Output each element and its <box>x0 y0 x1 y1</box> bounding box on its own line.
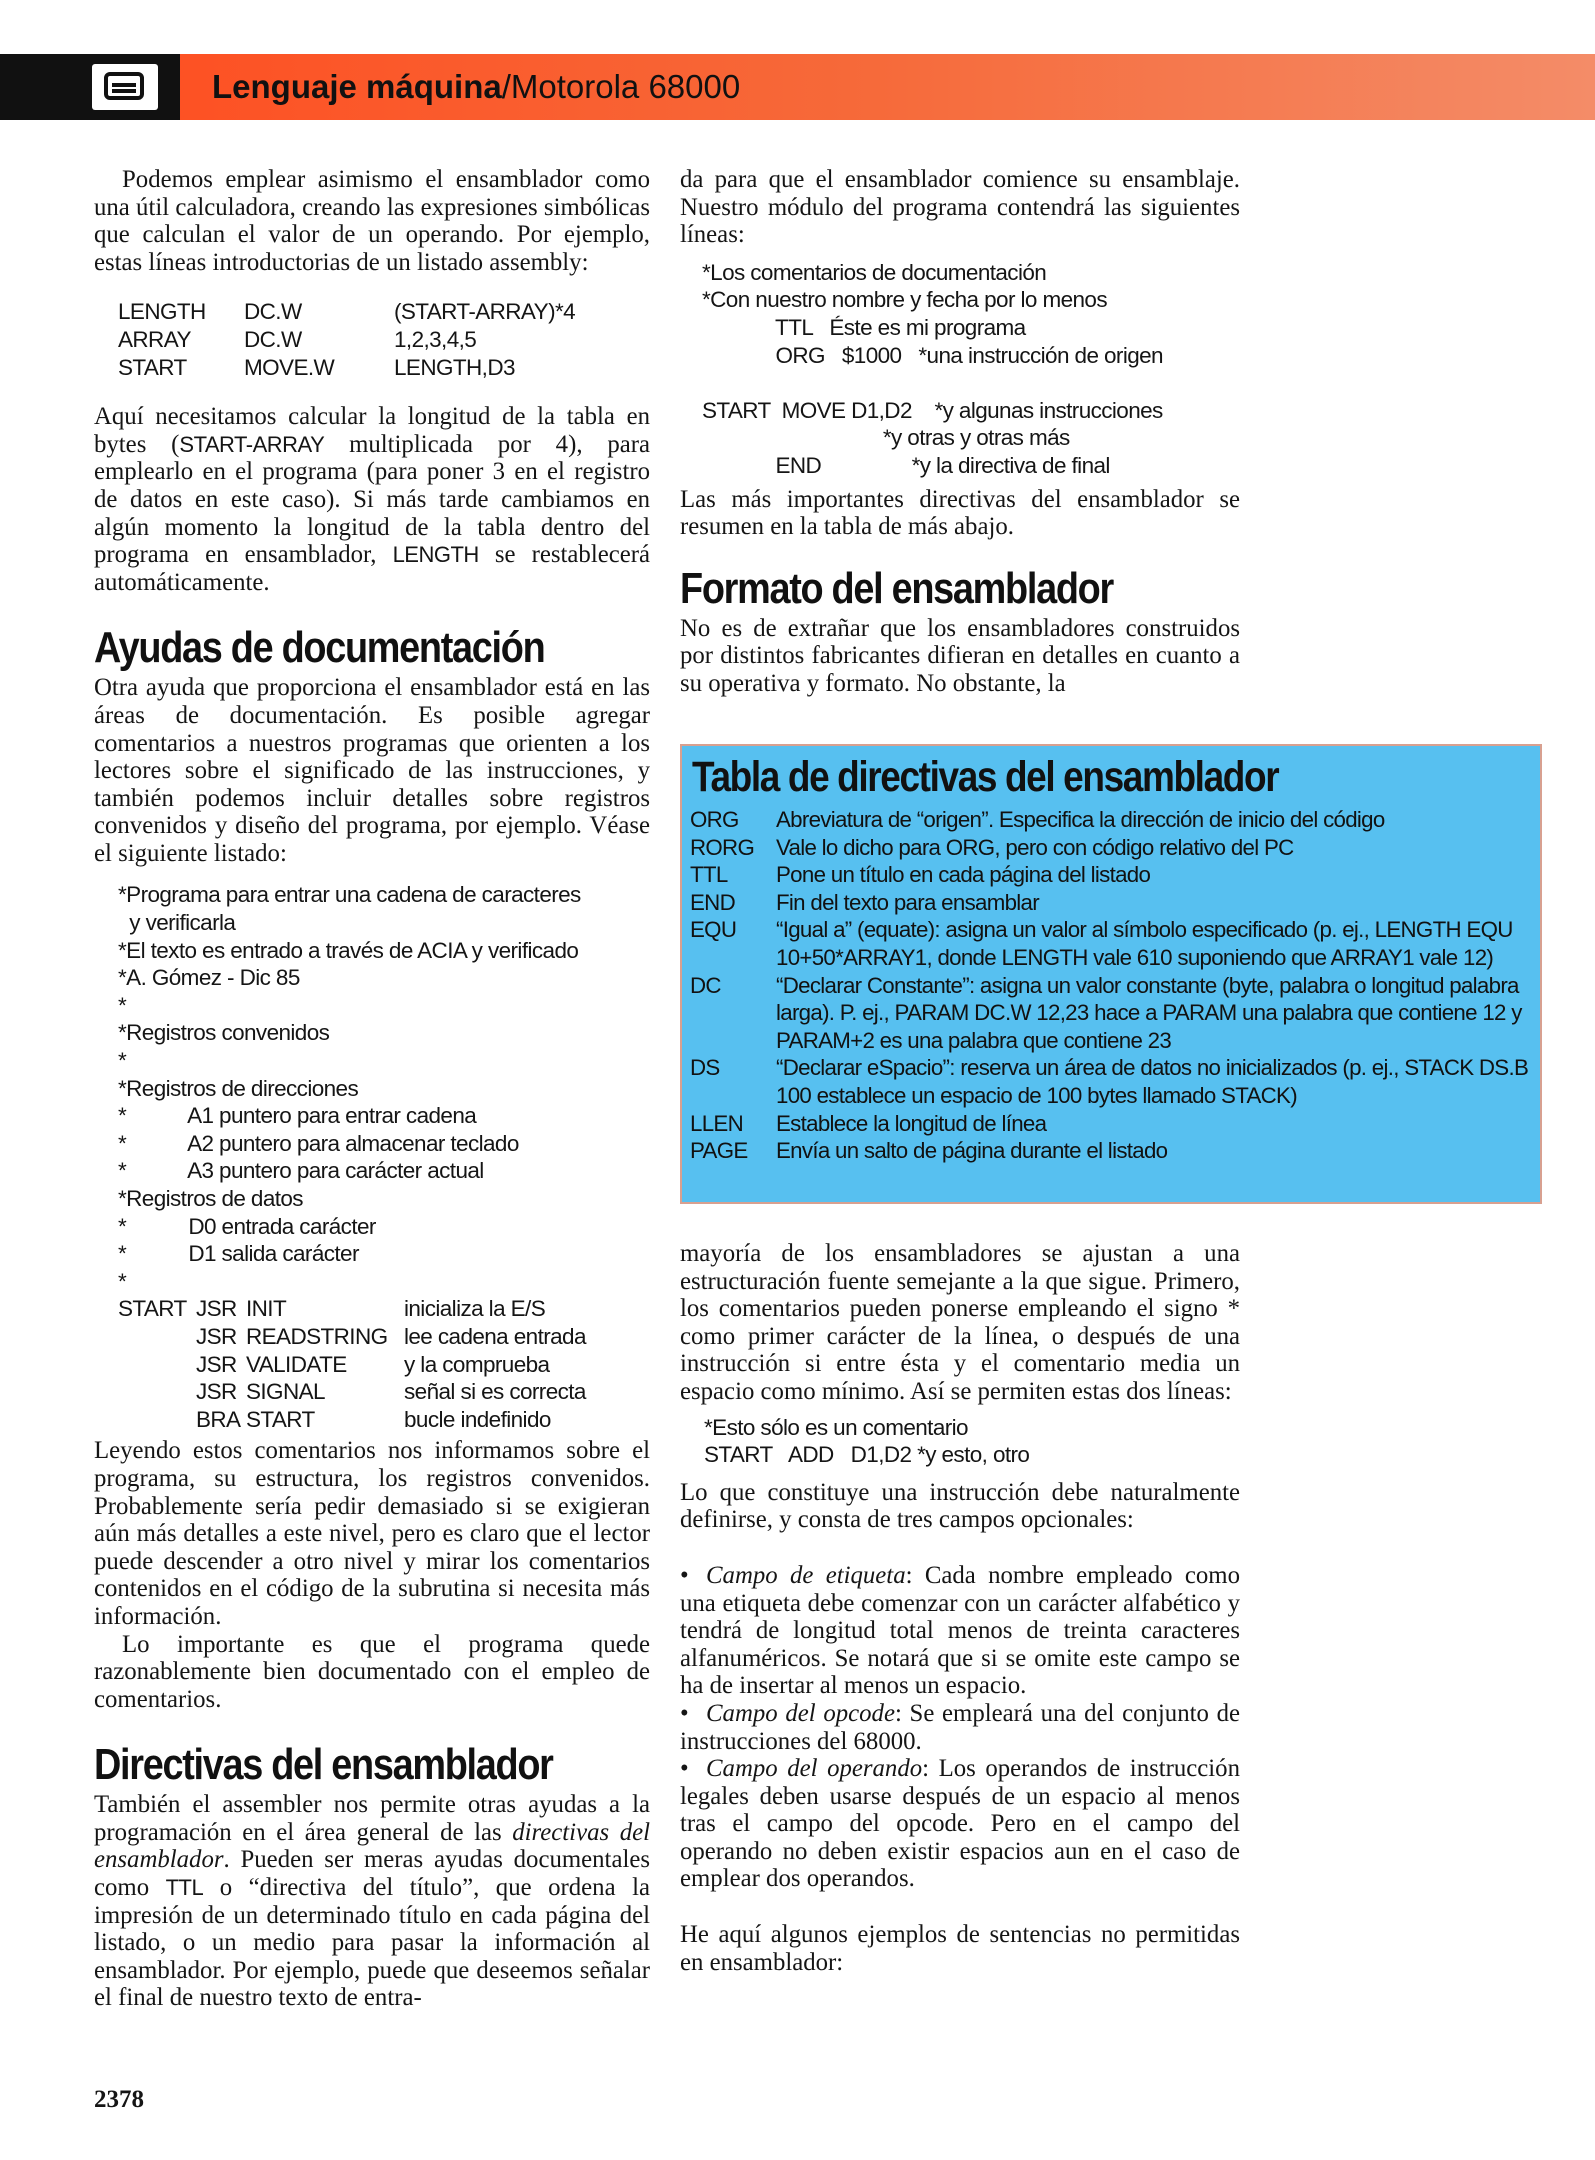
directive-description: “Declarar Constante”: asigna un valor constante (byte, palabra o longitud palabra larga). P. ej., PARAM DC.W 12,23 hace a PARAM una palabra que contiene 12 y PARAM+2 es una palabra que contiene 23 <box>776 972 1522 1053</box>
series-logo-icon <box>92 64 158 110</box>
bullet-icon: • <box>680 1561 689 1589</box>
code-line: y verificarla <box>118 910 236 936</box>
directive-description: “Declarar eSpacio”: reserva un área de datos no inicializados (p. ej., STACK DS.B 100 establece un espacio de 100 bytes llamado STACK) <box>776 1055 1529 1108</box>
code-line: * <box>118 1268 127 1294</box>
directive-name: DS <box>690 1055 720 1081</box>
paragraph: Aquí necesitamos calcular la longitud de la tabla en bytes (START-ARRAY multiplicada por 4), para emplearlo en el programa (para poner 3 en el registro de datos en este caso). Si más tarde cambiamos en algún momento la longitud de la tabla dentro del programa en ensamblador, LENGTH se restablecerá automáticamente. <box>94 403 651 596</box>
code-line: *Los comentarios de documentación <box>702 259 1047 285</box>
code-line <box>118 1406 650 1434</box>
code-token: lee cadena entrada <box>404 1323 586 1349</box>
paragraph: Lo importante es que el programa quede razonablemente bien documentado con el empleo de comentarios. <box>94 1630 650 1713</box>
code-token <box>118 1406 196 1434</box>
code-line: * <box>118 1048 127 1074</box>
page-header <box>0 54 1595 120</box>
code-line: *Registros de direcciones <box>118 1075 359 1101</box>
directives-table <box>680 744 1542 1204</box>
table-row <box>690 834 1530 862</box>
code-line: *Esto sólo es un comentario <box>704 1414 968 1440</box>
code-line: END *y la directiva de final <box>702 452 1110 478</box>
table-row <box>690 916 1530 971</box>
directive-name: LLEN <box>690 1110 743 1136</box>
code-token: INIT <box>246 1296 287 1322</box>
bullet-icon: • <box>680 1755 689 1783</box>
bullet-label-field: • Campo de etiqueta: Cada nombre empleado como una etiqueta debe comenzar con un carácter alfabético y tendrá de longitud total menos de treinta caracteres alfanuméricos. Se notará que si se omite este campo se ha de insertar al menos un espacio. <box>680 1561 1240 1700</box>
bullet-opcode-field: • Campo del opcode: Se empleará una del conjunto de instrucciones del 68000. <box>680 1699 1240 1755</box>
page-number: 2378 <box>94 2086 144 2113</box>
section-heading-documentation: Ayudas de documentación <box>94 623 545 673</box>
code-token: BRA <box>196 1406 241 1432</box>
code-line: START MOVE D1,D2 *y algunas instrucciones <box>702 397 1163 423</box>
directive-description: Abreviatura de “origen”. Especifica la dirección de inicio del código <box>776 807 1385 832</box>
code-token: DC.W <box>244 326 302 352</box>
code-line <box>118 298 650 326</box>
left-column <box>94 166 650 2012</box>
code-line: *A. Gómez - Dic 85 <box>118 965 300 991</box>
code-token <box>118 1351 196 1379</box>
code-block-comment-example <box>704 1414 1240 1469</box>
table-title: Tabla de directivas del ensamblador <box>692 753 1279 801</box>
code-token: READSTRING <box>246 1323 388 1349</box>
directive-description: Fin del texto para ensamblar <box>776 889 1039 915</box>
code-line: *Registros de datos <box>118 1186 303 1211</box>
code-token: START <box>246 1406 315 1432</box>
paragraph: Lo que constituye una instrucción debe naturalmente definirse, y consta de tres campos opcionales: <box>680 1478 1240 1534</box>
code-line: * D0 entrada carácter <box>118 1213 376 1239</box>
code-line: * D1 salida carácter <box>118 1241 359 1267</box>
table-row <box>690 1054 1530 1109</box>
code-token <box>118 1323 196 1351</box>
directive-name: PAGE <box>690 1138 748 1164</box>
paragraph: Podemos emplear asimismo el ensamblador como una útil calculadora, creando las expresiones simbólicas que calculan el valor de un operando. Por ejemplo, estas líneas introductorias de un listado assembly: <box>94 166 650 276</box>
directive-name: EQU <box>690 917 737 943</box>
table-row <box>690 806 1530 834</box>
code-token: LENGTH,D3 <box>394 354 515 380</box>
code-token: JSR <box>196 1351 237 1377</box>
directive-name: END <box>690 889 735 915</box>
paragraph: Las más importantes directivas del ensamblador se resumen en la tabla de más abajo. <box>680 485 1240 541</box>
paragraph: Leyendo estos comentarios nos informamos sobre el programa, su estructura, los registros convenidos. Probablemente sería pedir demasiado si se exigieran aún más detalles a este nivel, pero es claro que el lector puede descender a otro nivel y mirar los comentarios contenidos en el código de la subrutina si necesita más información. <box>94 1437 650 1630</box>
directive-description: Establece la longitud de línea <box>776 1110 1047 1136</box>
directive-name: TTL <box>690 862 728 888</box>
directive-description: “Igual a” (equate): asigna un valor al símbolo especificado (p. ej., LENGTH EQU 10+50*ARRAY1, donde LENGTH vale 610 suponiendo que ARRAY1 vale 12) <box>776 917 1513 970</box>
paragraph: También el assembler nos permite otras ayudas a la programación en el área general de las directivas del ensamblador. Pueden ser meras ayudas documentales como TTL o “directiva del título”, que ordena la impresión de un determinado título en cada página del listado, o un medio para pasar la información al ensamblador. Por ejemplo, puede que deseemos señalar el final de nuestro texto de entra- <box>94 1791 651 2012</box>
code-block-module <box>702 259 1240 480</box>
code-block-comments <box>118 881 650 1433</box>
code-line: *Registros convenidos <box>118 1020 330 1046</box>
section-heading-format: Formato del ensamblador <box>680 563 1113 613</box>
table-row <box>690 889 1530 917</box>
code-token: VALIDATE <box>246 1351 347 1377</box>
code-token: START <box>118 1296 187 1322</box>
code-line: *Con nuestro nombre y fecha por lo menos <box>702 287 1107 313</box>
paragraph: No es de extrañar que los ensambladores construidos por distintos fabricantes difieran en detalles en cuanto a su operativa y formato. No obstante, la <box>680 614 1240 697</box>
code-token: LENGTH <box>118 299 206 325</box>
code-token: 1,2,3,4,5 <box>394 326 477 352</box>
code-line: * A2 puntero para almacenar teclado <box>118 1130 519 1156</box>
paragraph: He aquí algunos ejemplos de sentencias no permitidas en ensamblador: <box>680 1921 1240 1976</box>
paragraph: mayoría de los ensambladores se ajustan a una estructuración fuente semejante a la que sigue. Primero, los comentarios pueden ponerse empleando el signo * como primer carácter de la línea, o después de una instrucción si entre ésta y el comentario media un espacio como mínimo. Así se permiten estas dos líneas: <box>680 1240 1240 1405</box>
code-line <box>118 354 650 382</box>
code-block-length <box>118 298 650 381</box>
code-token: MOVE.W <box>244 354 335 380</box>
section-heading-directives: Directivas del ensamblador <box>94 1740 553 1790</box>
code-token: señal si es correcta <box>404 1379 586 1405</box>
directive-name: DC <box>690 972 721 998</box>
code-line: ORG $1000 *una instrucción de origen <box>702 342 1163 368</box>
right-column <box>680 166 1240 698</box>
code-line: *y otras y otras más <box>702 425 1070 451</box>
paragraph: da para que el ensamblador comience su ensamblaje. Nuestro módulo del programa contendrá las siguientes líneas: <box>680 166 1240 249</box>
code-token: JSR <box>196 1323 237 1349</box>
code-line: *Programa para entrar una cadena de caracteres <box>118 882 581 908</box>
code-line: * A1 puntero para entrar cadena <box>118 1103 477 1129</box>
table-row <box>690 861 1530 889</box>
directive-name: RORG <box>690 834 755 860</box>
paragraph: Otra ayuda que proporciona el ensamblador está en las áreas de documentación. Es posible agregar comentarios a nuestros programas que orienten a los lectores sobre el significado de las instrucciones, y también podemos incluir detalles sobre registros convenidos y diseño del programa, por ejemplo. Véase el siguiente listado: <box>94 674 650 867</box>
code-line <box>118 1351 650 1379</box>
code-token: DC.W <box>244 299 302 325</box>
code-line: * <box>118 992 127 1018</box>
code-token: bucle indefinido <box>404 1406 551 1432</box>
table-row <box>690 972 1530 1055</box>
code-token: (START-ARRAY)*4 <box>394 299 576 325</box>
code-token: inicializa la E/S <box>404 1296 546 1322</box>
code-token: JSR <box>196 1379 237 1405</box>
code-line <box>118 1378 650 1406</box>
code-token: START <box>118 354 187 380</box>
code-line: *El texto es entrado a través de ACIA y verificado <box>118 937 579 963</box>
code-line: * A3 puntero para carácter actual <box>118 1158 484 1184</box>
code-line <box>118 326 650 354</box>
code-line <box>118 1323 650 1351</box>
code-line: START ADD D1,D2 *y esto, otro <box>704 1442 1030 1468</box>
code-token: JSR <box>196 1296 237 1322</box>
header-logo-area <box>0 54 180 120</box>
directive-description: Envía un salto de página durante el listado <box>776 1138 1168 1164</box>
directive-name: ORG <box>690 807 739 832</box>
code-line: TTL Éste es mi programa <box>702 314 1026 340</box>
code-token: y la comprueba <box>404 1351 550 1377</box>
table-row <box>690 1137 1530 1165</box>
bullet-operand-field: • Campo del operando: Los operandos de instrucción legales deben usarse después de un espacio al menos tras el campo del opcode. Pero en el campo del operando no deben existir espacios aun en el caso de emplear dos operandos. <box>680 1755 1240 1893</box>
bullet-icon: • <box>680 1699 689 1727</box>
code-token: ARRAY <box>118 326 191 352</box>
code-line <box>702 369 1240 397</box>
code-token: SIGNAL <box>246 1379 325 1405</box>
code-token <box>118 1378 196 1406</box>
directive-description: Vale lo dicho para ORG, pero con código relativo del PC <box>776 834 1294 860</box>
right-column-continued <box>680 1240 1240 1976</box>
header-title: Lenguaje máquina/Motorola 68000 <box>212 68 741 105</box>
code-line <box>118 1295 650 1323</box>
table-row <box>690 1110 1530 1138</box>
directive-description: Pone un título en cada página del listado <box>776 862 1151 888</box>
